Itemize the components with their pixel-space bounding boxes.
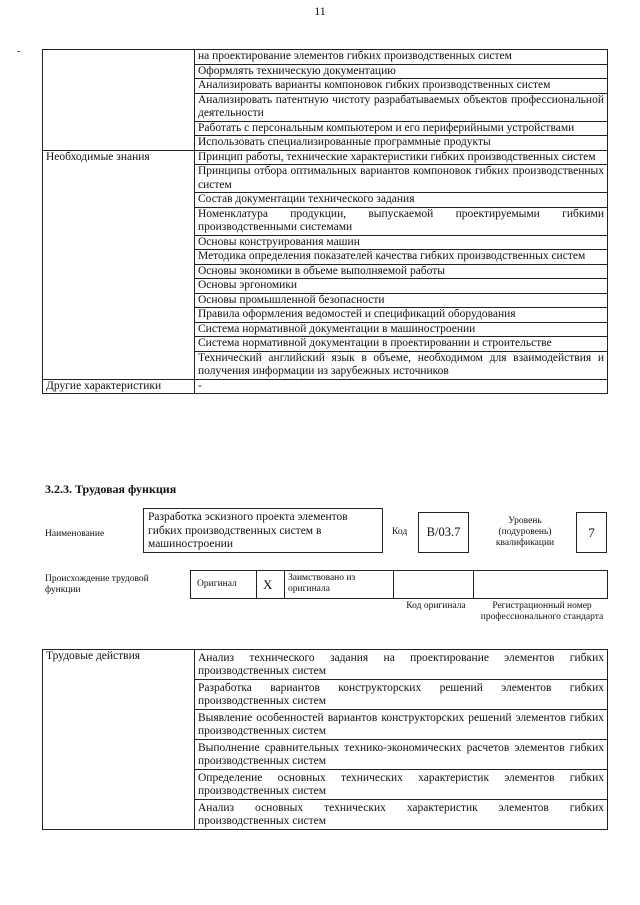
skill-item: Оформлять техническую документацию <box>195 64 608 79</box>
skills-knowledge-table <box>42 49 608 394</box>
other-value: - <box>195 379 608 394</box>
labor-actions-table <box>42 649 608 830</box>
table-row <box>43 50 608 65</box>
borrowed-label: Заимствовано из оригинала <box>288 573 356 594</box>
knowledge-item: Номенклатура продукции, выпускаемой проектируемыми гибкими производственными системами <box>195 207 608 235</box>
level-label: Уровень (подуровень) квалификации <box>495 516 555 548</box>
knowledge-item: Система нормативной документации в машиностроении <box>195 322 608 337</box>
table-row <box>43 379 608 394</box>
table-row <box>43 150 608 165</box>
skill-item: на проектирование элементов гибких производственных систем <box>195 50 608 65</box>
function-name-value: Разработка эскизного проекта элементов гибких производственных систем в машиностроении <box>143 508 383 553</box>
knowledge-item: Методика определения показателей качества гибких производственных систем <box>195 250 608 265</box>
margin-mark: - <box>17 46 21 57</box>
labor-action-item: Определение основных технических характеристик элементов гибких производственных систем <box>195 770 608 800</box>
knowledge-item: Основы промышленной безопасности <box>195 293 608 308</box>
reg-number-caption: Регистрационный номер профессионального стандарта <box>480 601 604 622</box>
function-code-value: В/03.7 <box>418 512 469 553</box>
original-checkmark: X <box>263 577 273 592</box>
other-label: Другие характеристики <box>43 379 195 394</box>
knowledge-item: Основы экономики в объеме выполняемой работы <box>195 264 608 279</box>
code-original-caption: Код оригинала <box>406 601 466 611</box>
code-label: Код <box>392 527 408 537</box>
origin-label: Происхождение трудовой функции <box>45 574 149 595</box>
knowledge-item: Принципы отбора оптимальных вариантов компоновок гибких производственных систем <box>195 165 608 193</box>
labor-action-item: Выявление особенностей вариантов конструкторских решений элементов гибких производственных систем <box>195 710 608 740</box>
section-heading: 3.2.3. Трудовая функция <box>45 482 177 496</box>
skill-item: Анализировать патентную чистоту разрабатываемых объектов профессиональной деятельности <box>195 93 608 121</box>
labor-action-item: Анализ технического задания на проектирование элементов гибких производственных систем <box>195 650 608 680</box>
skill-item: Работать с персональным компьютером и его периферийными устройствами <box>195 121 608 136</box>
knowledge-item: Основы конструирования машин <box>195 235 608 250</box>
origin-box <box>190 570 608 599</box>
qualification-level-value: 7 <box>576 512 607 553</box>
labor-action-item: Анализ основных технических характеристик элементов гибких производственных систем <box>195 800 608 830</box>
knowledge-item: Основы эргономики <box>195 279 608 294</box>
name-label: Наименование <box>45 529 105 539</box>
page-number: 11 <box>314 4 326 18</box>
empty-label-cell <box>43 50 195 151</box>
knowledge-item: Система нормативной документации в проектировании и строительстве <box>195 337 608 352</box>
knowledge-item: Принцип работы, технические характеристики гибких производственных систем <box>195 150 608 165</box>
knowledge-item: Технический английский язык в объеме, необходимом для взаимодействия и получения информации из зарубежных источников <box>195 351 608 379</box>
knowledge-label: Необходимые знания <box>43 150 195 379</box>
skill-item: Анализировать варианты компоновок гибких производственных систем <box>195 79 608 94</box>
labor-actions-label: Трудовые действия <box>43 650 195 830</box>
knowledge-item: Состав документации технического задания <box>195 193 608 208</box>
table-row <box>43 650 608 680</box>
skill-item: Использовать специализированные программные продукты <box>195 136 608 151</box>
labor-action-item: Выполнение сравнительных технико-экономических расчетов элементов гибких производственных систем <box>195 740 608 770</box>
knowledge-item: Правила оформления ведомостей и спецификаций оборудования <box>195 308 608 323</box>
labor-action-item: Разработка вариантов конструкторских решений элементов гибких производственных систем <box>195 680 608 710</box>
original-label: Оригинал <box>197 579 237 589</box>
